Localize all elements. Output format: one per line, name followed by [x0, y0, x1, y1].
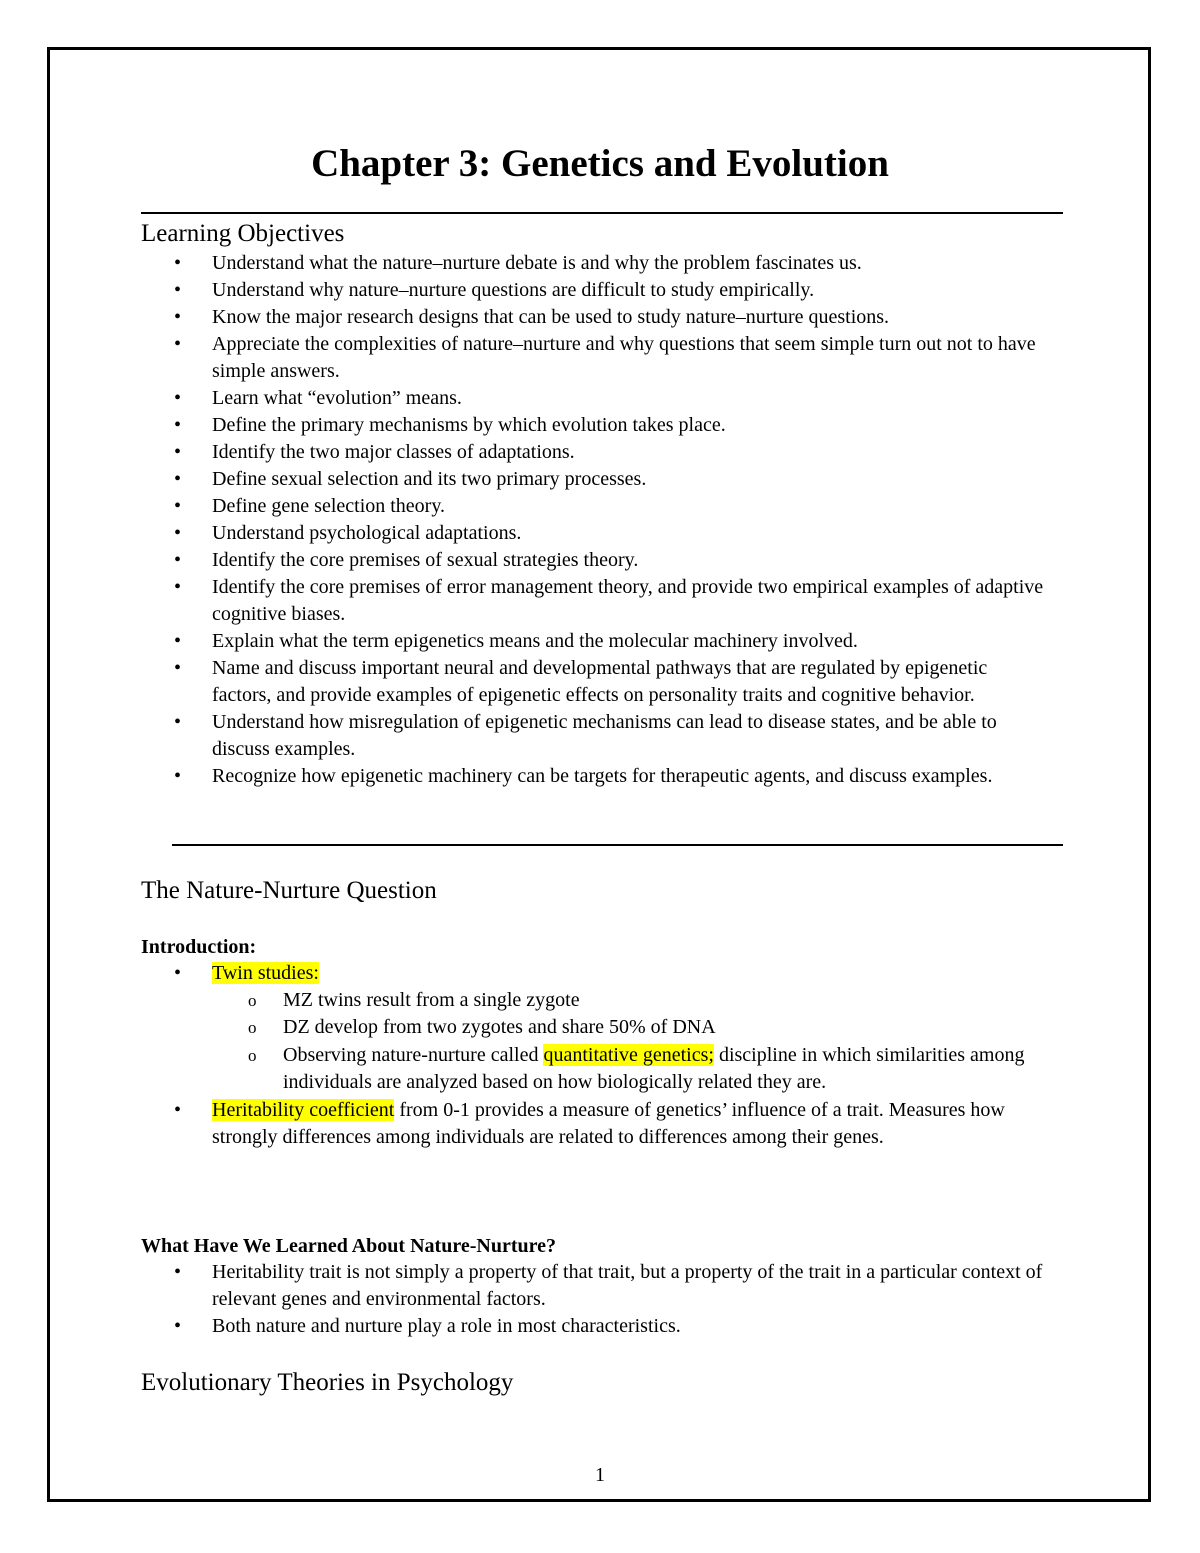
- list-item: • Identify the core premises of error management theory, and provide two empirical examples of adaptive cognitive biases.: [141, 574, 1046, 628]
- list-item: • Heritability trait is not simply a property of that trait, but a property of the trait in a particular context of relevant genes and environmental factors.: [141, 1259, 1046, 1313]
- list-item: • Learn what “evolution” means.: [141, 385, 1046, 412]
- list-item: [141, 960, 1046, 1097]
- list-item: • Define gene selection theory.: [141, 493, 1046, 520]
- page-number: 1: [595, 1464, 605, 1486]
- list-item: • Explain what the term epigenetics means and the molecular machinery involved.: [141, 628, 1046, 655]
- twin-studies-highlight: Twin studies:: [212, 962, 319, 984]
- list-item: • Both nature and nurture play a role in most characteristics.: [141, 1313, 1046, 1340]
- nature-nurture-heading: The Nature-Nurture Question: [141, 877, 437, 904]
- list-item: • Appreciate the complexities of nature–nurture and why questions that seem simple turn out not to have simple answers.: [141, 331, 1046, 385]
- top-rule: [141, 212, 1063, 214]
- list-item: • Define the primary mechanisms by which evolution takes place.: [141, 412, 1046, 439]
- list-item: • Understand what the nature–nurture debate is and why the problem fascinates us.: [141, 250, 1046, 277]
- list-item: • Define sexual selection and its two primary processes.: [141, 466, 1046, 493]
- sub-list-item: o MZ twins result from a single zygote: [212, 987, 1046, 1014]
- list-item: • Know the major research designs that can be used to study nature–nurture questions.: [141, 304, 1046, 331]
- heritability-highlight: Heritability coefficient: [212, 1098, 395, 1121]
- introduction-list: [141, 960, 1046, 1151]
- list-item: • Heritability coefficient from 0-1 provides a measure of genetics’ influence of a trait. Measures how strongly differences among individuals are related to differences among their genes.: [141, 1097, 1046, 1151]
- list-item: • Identify the two major classes of adaptations.: [141, 439, 1046, 466]
- learning-objectives-heading: Learning Objectives: [141, 220, 345, 247]
- learning-objectives-list: [141, 250, 1046, 790]
- sub-list-item: o Observing nature-nurture called quantitative genetics; discipline in which similarities among individuals are analyzed based on how biologically related they are.: [212, 1042, 1046, 1097]
- sub-list-item: o DZ develop from two zygotes and share 50% of DNA: [212, 1014, 1046, 1041]
- learned-list: [141, 1259, 1046, 1340]
- evolutionary-heading: Evolutionary Theories in Psychology: [141, 1369, 514, 1396]
- page-title: Chapter 3: Genetics and Evolution: [311, 142, 889, 185]
- bottom-rule: [172, 844, 1063, 846]
- list-item: • Recognize how epigenetic machinery can be targets for therapeutic agents, and discuss examples.: [141, 763, 1046, 790]
- list-item: • Understand how misregulation of epigenetic mechanisms can lead to disease states, and be able to discuss examples.: [141, 709, 1046, 763]
- list-item: • Understand why nature–nurture questions are difficult to study empirically.: [141, 277, 1046, 304]
- list-item: • Name and discuss important neural and developmental pathways that are regulated by epigenetic factors, and provide examples of epigenetic effects on personality traits and cognitive behavior.: [141, 655, 1046, 709]
- list-item: • Understand psychological adaptations.: [141, 520, 1046, 547]
- list-item: • Identify the core premises of sexual strategies theory.: [141, 547, 1046, 574]
- introduction-heading: Introduction:: [141, 936, 257, 958]
- learned-heading: What Have We Learned About Nature-Nurture?: [141, 1235, 556, 1257]
- twin-studies-sublist: [141, 987, 1046, 1097]
- quantitative-genetics-highlight: quantitative genetics;: [543, 1043, 714, 1066]
